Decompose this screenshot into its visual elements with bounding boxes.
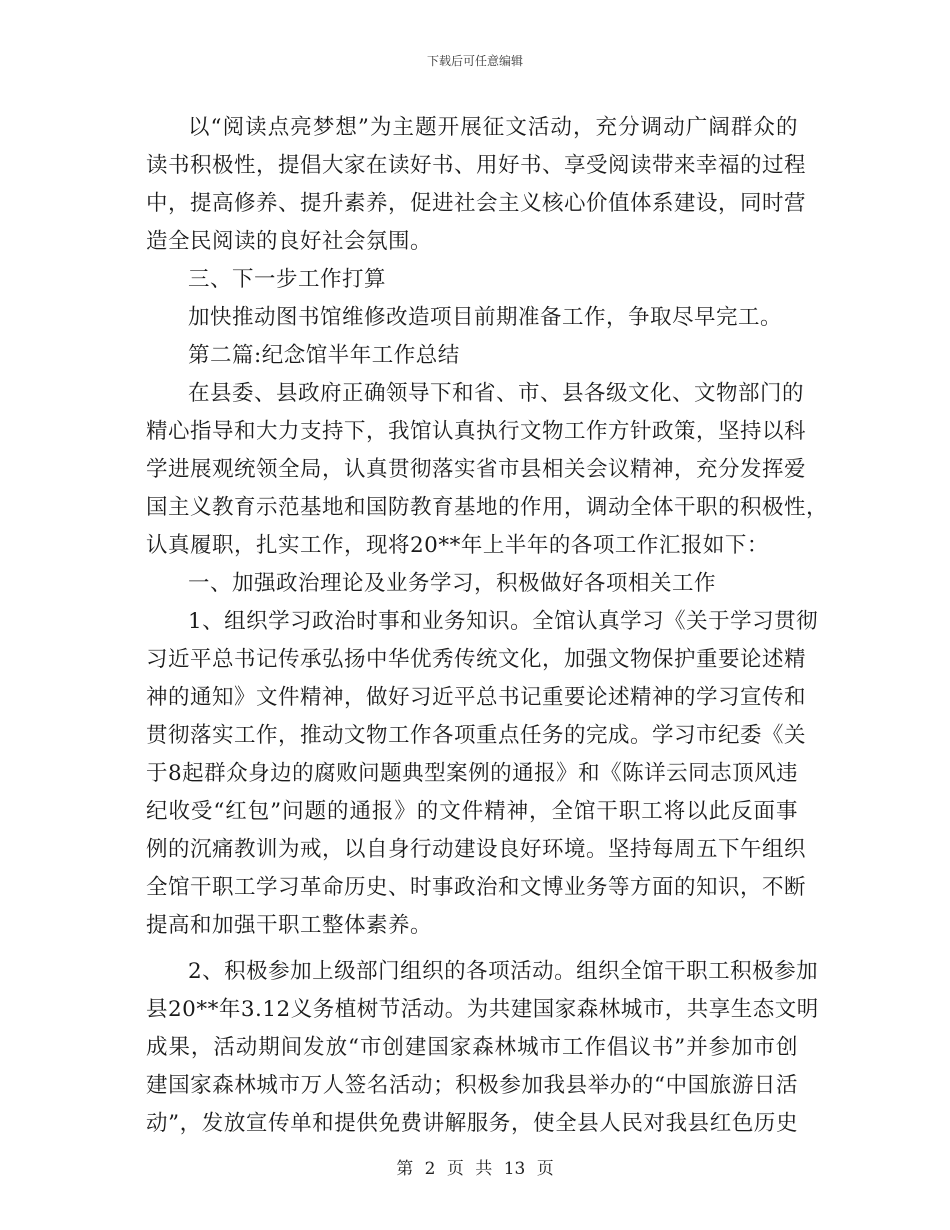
text-line: 精心指导和大力支持下，我馆认真执行文物工作方针政策，坚持以科: [146, 419, 807, 444]
text-line: 认真履职，扎实工作，现将20**年上半年的各项工作汇报如下：: [146, 533, 769, 558]
text-line: 1、组织学习政治时事和业务知识。全馆认真学习《关于学习贯彻: [188, 609, 819, 634]
text-line: 成果，活动期间发放“市创建国家森林城市工作倡议书”并参加市创: [146, 1035, 798, 1060]
page-footer: 第 2 页 共 13 页: [396, 1159, 554, 1179]
text-line: 一、加强政治理论及业务学习，积极做好各项相关工作: [188, 571, 717, 596]
text-line: 纪收受“红包”问题的通报》的文件精神，全馆干职工将以此反面事: [146, 799, 798, 824]
text-line: 例的沉痛教训为戒，以自身行动建设良好环境。坚持每周五下午组织: [146, 837, 807, 862]
text-line: 第二篇:纪念馆半年工作总结: [188, 343, 460, 368]
text-line: 于8起群众身边的腐败问题典型案例的通报》和《陈详云同志顶风违: [146, 761, 799, 786]
text-line: 加快推动图书馆维修改造项目前期准备工作，争取尽早完工。: [188, 305, 783, 330]
text-line: 习近平总书记传承弘扬中华优秀传统文化，加强文物保护重要论述精: [146, 647, 807, 672]
text-line: 全馆干职工学习革命历史、时事政治和文博业务等方面的知识，不断: [146, 875, 807, 900]
text-line: 动”，发放宣传单和提供免费讲解服务，使全县人民对我县红色历史: [146, 1111, 798, 1136]
text-line: 在县委、县政府正确领导下和省、市、县各级文化、文物部门的: [188, 381, 805, 406]
text-line: 国主义教育示范基地和国防教育基地的作用，调动全体干职的积极性，: [146, 495, 829, 520]
text-line: 以“阅读点亮梦想”为主题开展征文活动，充分调动广阔群众的: [188, 115, 798, 140]
text-line: 学进展观统领全局，认真贯彻落实省市县相关会议精神，充分发挥爱: [146, 457, 807, 482]
text-line: 中，提高修养、提升素养，促进社会主义核心价值体系建设，同时营: [146, 191, 807, 216]
page-header: 下载后可任意编辑: [426, 54, 523, 68]
text-line: 三、下一步工作打算: [188, 267, 387, 292]
text-line: 贯彻落实工作，推动文物工作各项重点任务的完成。学习市纪委《关: [146, 723, 807, 748]
text-line: 2、积极参加上级部门组织的各项活动。组织全馆干职工积极参加: [188, 959, 819, 984]
text-line: 读书积极性，提倡大家在读好书、用好书、享受阅读带来幸福的过程: [146, 153, 807, 178]
text-line: 县20**年3.12义务植树节活动。为共建国家森林城市，共享生态文明: [146, 997, 819, 1022]
text-line: 提高和加强干职工整体素养。: [146, 913, 433, 938]
text-line: 造全民阅读的良好社会氛围。: [146, 229, 433, 254]
document-body: [146, 109, 829, 1143]
text-line: 神的通知》文件精神，做好习近平总书记重要论述精神的学习宣传和: [146, 685, 807, 710]
text-line: 建国家森林城市万人签名活动；积极参加我县举办的“中国旅游日活: [146, 1073, 798, 1098]
